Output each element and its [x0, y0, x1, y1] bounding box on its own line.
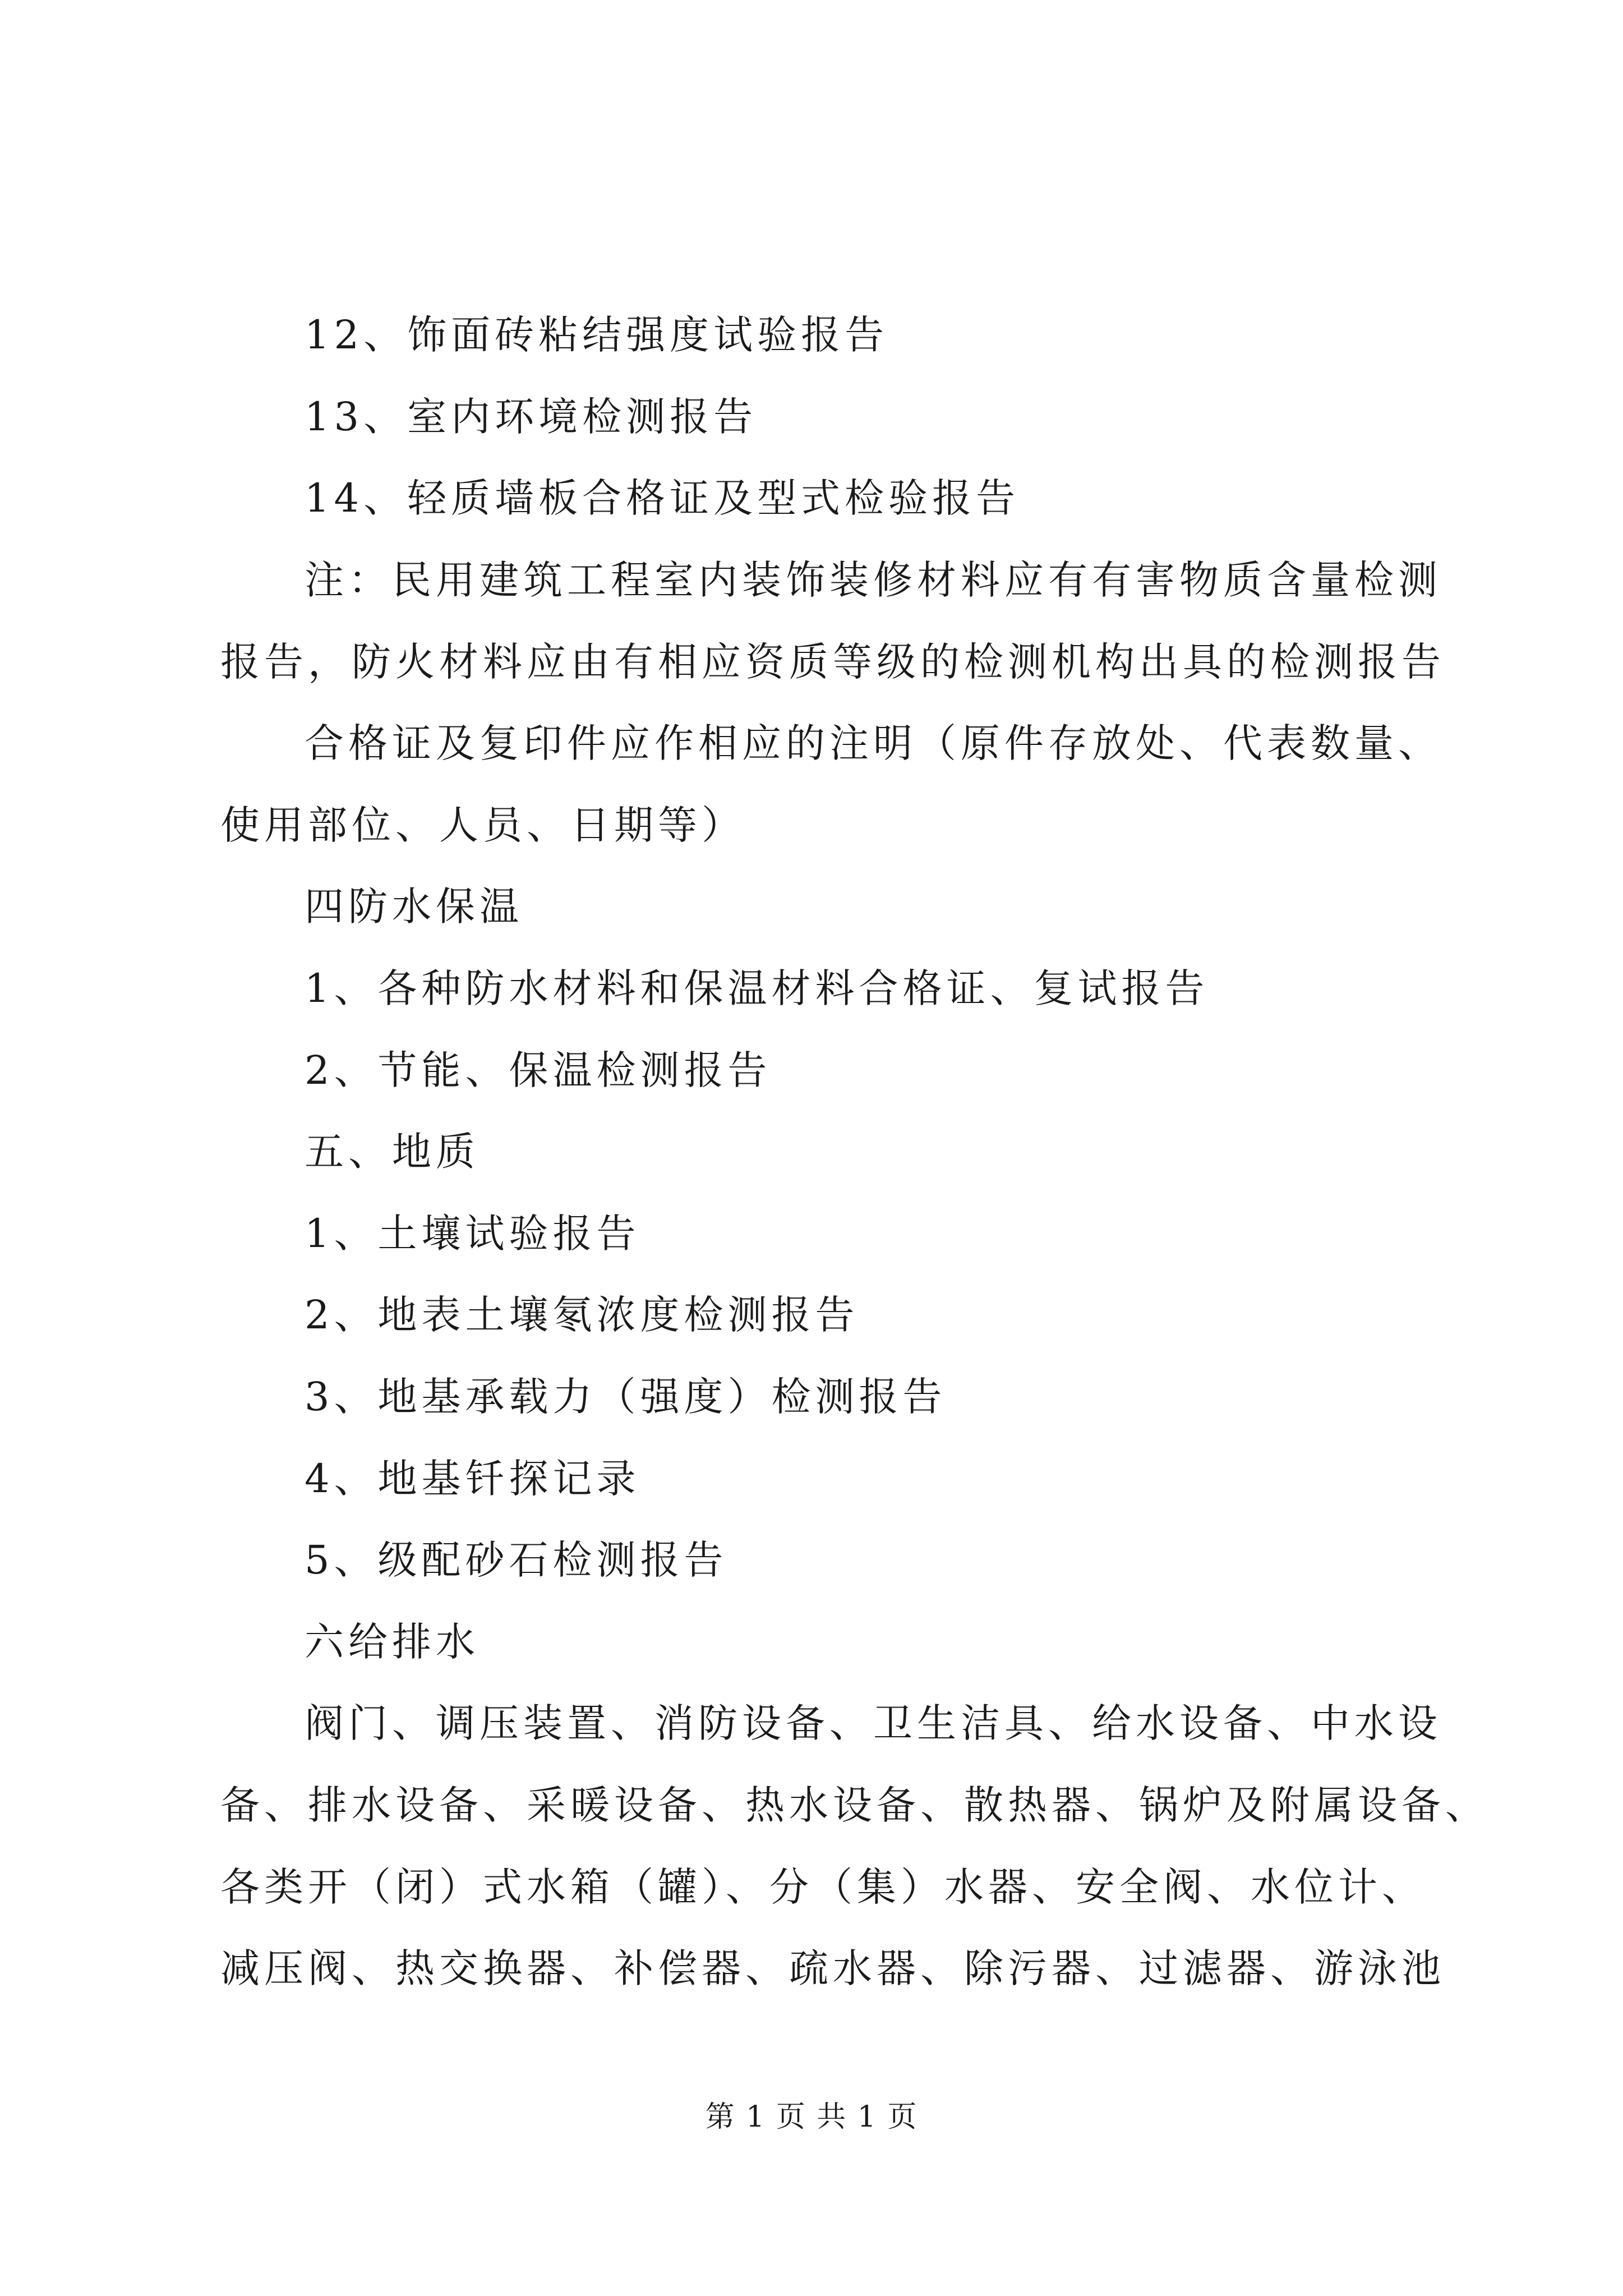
list-item-14-wallboard-certificate: 14、轻质墙板合格证及型式检验报告	[305, 475, 1020, 521]
list-item-13-indoor-environment-report: 13、室内环境检测报告	[305, 394, 758, 440]
plumbing-paragraph-line-2: 备、排水设备、采暖设备、热水设备、散热器、锅炉及附属设备、	[220, 1782, 1489, 1828]
certificate-note-line-1: 合格证及复印件应作相应的注明（原件存放处、代表数量、	[305, 720, 1442, 766]
section-heading-waterproof-insulation: 四防水保温	[305, 884, 523, 930]
list-item-bearing-capacity: 3、地基承载力（强度）检测报告	[305, 1374, 947, 1420]
page-number-footer: 第 1 页 共 1 页	[705, 2100, 918, 2134]
plumbing-paragraph-line-4: 减压阀、热交换器、补偿器、疏水器、除污器、过滤器、游泳池	[220, 1945, 1445, 1991]
section-heading-plumbing: 六给排水	[305, 1619, 479, 1665]
certificate-note-line-2: 使用部位、人员、日期等）	[220, 802, 745, 848]
list-item-probing-record: 4、地基钎探记录	[305, 1456, 640, 1502]
section-heading-geology: 五、地质	[305, 1129, 479, 1175]
list-item-soil-test: 1、土壤试验报告	[305, 1211, 640, 1257]
list-item-waterproof-materials: 1、各种防水材料和保温材料合格证、复试报告	[305, 965, 1209, 1011]
list-item-12-facing-brick-report: 12、饰面砖粘结强度试验报告	[305, 312, 889, 358]
plumbing-paragraph-line-3: 各类开（闭）式水箱（罐）、分（集）水器、安全阀、水位计、	[220, 1864, 1426, 1910]
list-item-radon-test: 2、地表土壤氡浓度检测报告	[305, 1292, 859, 1338]
list-item-energy-saving-report: 2、节能、保温检测报告	[305, 1047, 772, 1093]
plumbing-paragraph-line-1: 阀门、调压装置、消防设备、卫生洁具、给水设备、中水设	[305, 1700, 1442, 1746]
note-paragraph-line-1: 注：民用建筑工程室内装饰装修材料应有有害物质含量检测	[305, 557, 1442, 603]
note-paragraph-line-2: 报告，防火材料应由有相应资质等级的检测机构出具的检测报告	[220, 639, 1445, 685]
list-item-gravel-test: 5、级配砂石检测报告	[305, 1537, 728, 1583]
